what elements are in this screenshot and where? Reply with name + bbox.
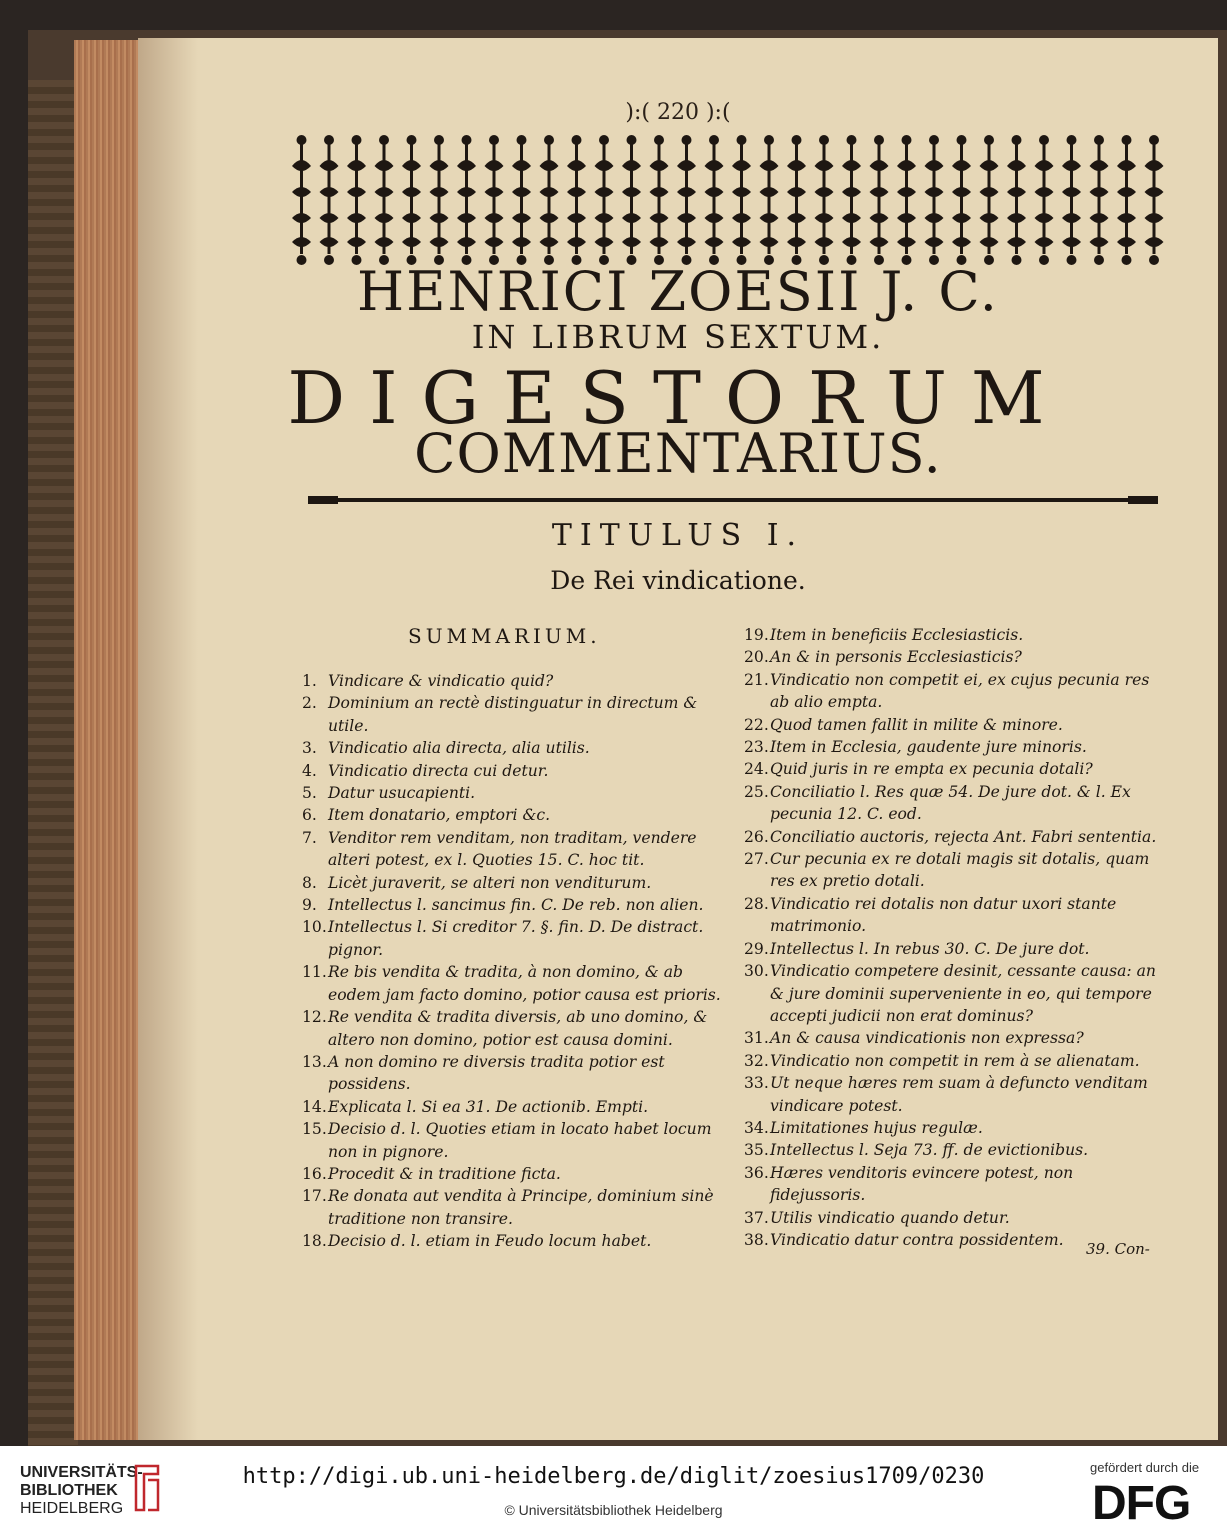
summary-item [744,714,1168,736]
summary-item-text: Licèt juraverit, se alteri non venditurum. [328,873,652,892]
summary-item-text: Intellectus l. Seja 73. ff. de evictionibus. [770,1141,1089,1160]
summary-item-text: Vindicatio competere desinit, cessante causa: an & jure dominii superveniente in eo, qui tempore accepti judicii non erat dominus? [770,962,1156,1025]
summary-item-text: Vindicatio non competit ei, ex cujus pecunia res ab alio empta. [770,670,1150,712]
summary-item [744,1162,1168,1207]
summary-item-text: Ut neque hæres rem suam à defuncto venditam vindicare potest. [770,1074,1148,1115]
summary-item-number: 33. [744,1074,769,1093]
summary-item [302,782,730,804]
summary-item [302,760,730,782]
summary-item-number: 35. [744,1141,769,1160]
summary-item [744,624,1168,646]
summary-item [744,1117,1168,1139]
summary-item-number: 18. [302,1232,327,1251]
book-page [138,38,1218,1440]
library-name-line: HEIDELBERG [20,1500,124,1517]
summary-item [302,827,730,872]
summary-item [744,736,1168,758]
page-number: ):( 220 ):( [625,100,731,125]
summary-item [302,1051,730,1096]
summary-column-left [302,670,730,1253]
summary-item-number: 14. [302,1097,327,1116]
viewer-footer [0,1446,1227,1537]
summary-item-text: Procedit & in traditione ficta. [328,1164,561,1183]
summary-item [744,758,1168,780]
summary-item-text: Vindicatio datur contra possidentem. [770,1230,1064,1249]
summary-item [302,1230,730,1252]
summary-item-number: 37. [744,1208,769,1227]
summary-item-number: 20. [744,648,769,667]
summary-item [744,1050,1168,1072]
summary-item-text: Re bis vendita & tradita, à non domino, & ab eodem jam facto domino, potior causa est prioris. [328,963,721,1004]
summary-item-text: Re vendita & tradita diversis, ab uno domino, & altero non domino, potior est causa domini. [328,1008,708,1049]
summary-item-number: 10. [302,918,327,937]
summary-item-text: Intellectus l. In rebus 30. C. De jure dot. [770,939,1090,958]
summary-item [744,893,1168,938]
summary-item-number: 17. [302,1187,327,1206]
summary-item-number: 30. [744,962,769,981]
summary-item-number: 2. [302,694,317,713]
summary-item-text: Dominium an rectè distinguatur in directum & utile. [328,694,698,735]
dfg-logo: DFG [1092,1477,1191,1530]
summary-item-number: 3. [302,739,317,758]
summary-item [302,804,730,826]
summary-item [744,1139,1168,1161]
summary-item-text: Item donatario, emptori &c. [328,806,551,825]
summary-item-text: Cur pecunia ex re dotali magis sit dotalis, quam res ex pretio dotali. [770,850,1150,891]
summary-item-text: An & in personis Ecclesiasticis? [770,648,1022,667]
summary-item [302,1006,730,1051]
library-name-line: BIBLIOTHEK [20,1482,118,1499]
summary-item [302,1118,730,1163]
summary-item-text: A non domino re diversis tradita potior est possidens. [328,1052,665,1094]
titulus-subtitle: De Rei vindicatione. [550,566,806,595]
summary-item-text: Intellectus l. sancimus fin. C. De reb. non alien. [328,896,704,915]
catchword: 39. Con- [1086,1240,1150,1258]
summary-item [744,848,1168,893]
summary-item-number: 29. [744,939,769,958]
summary-item-text: Item in Ecclesia, gaudente jure minoris. [770,738,1087,757]
summary-item-number: 21. [744,670,769,689]
summary-item [302,1185,730,1230]
summary-item [302,961,730,1006]
summary-item [302,872,730,894]
summary-item-number: 11. [302,963,327,982]
summary-item-text: Hæres venditoris evincere potest, non fidejussoris. [770,1163,1074,1205]
summary-item-text: Vindicatio rei dotalis non datur uxori stante matrimonio. [770,894,1117,936]
summary-item-number: 38. [744,1230,769,1249]
title-digestorum: DIGESTORUM [287,356,1069,440]
summary-item-text: Vindicare & vindicatio quid? [328,672,554,690]
summary-item-number: 34. [744,1118,769,1137]
summary-item-text: Conciliatio l. Res quæ 54. De jure dot. & l. Ex pecunia 12. C. eod. [770,782,1131,824]
summary-item-text: Explicata l. Si ea 31. De actionib. Empti. [328,1097,649,1116]
summary-item-text: Datur usucapienti. [328,784,476,803]
summary-item [744,646,1168,668]
decorative-rule [308,496,1158,504]
summary-item-number: 16. [302,1164,327,1183]
summary-item [744,960,1168,1027]
title-commentarius: COMMENTARIUS. [414,422,942,485]
summary-item-number: 12. [302,1008,327,1027]
summary-item [302,737,730,759]
summary-item-number: 36. [744,1163,769,1182]
summary-item-number: 32. [744,1051,769,1070]
summary-item [302,1096,730,1118]
summary-item-number: 15. [302,1120,327,1139]
page-edges [74,40,144,1440]
summary-item [744,1027,1168,1049]
summary-item-number: 9. [302,896,317,915]
summary-item-number: 5. [302,784,317,803]
summary-item-number: 19. [744,626,769,644]
summary-item-text: Quod tamen fallit in milite & minore. [770,715,1063,734]
title-liber: IN LIBRUM SEXTUM. [471,318,885,356]
summary-item-number: 13. [302,1052,327,1071]
summary-item-number: 6. [302,806,317,825]
summary-item-text: Utilis vindicatio quando detur. [770,1208,1010,1227]
summary-item-text: Limitationes hujus regulæ. [770,1118,983,1137]
library-name-line: UNIVERSITÄTS- [20,1464,143,1481]
summary-item [302,916,730,961]
summary-item-number: 31. [744,1029,769,1048]
summary-item-number: 26. [744,827,769,846]
summary-column-right [744,624,1168,1251]
copyright-notice: © Universitätsbibliothek Heidelberg [504,1502,723,1518]
summary-item [744,669,1168,714]
summary-item-number: 25. [744,782,769,801]
summary-item-text: Re donata aut vendita à Principe, dominium sinè traditione non transire. [328,1187,714,1228]
summarium-heading: SUMMARIUM. [408,624,601,648]
summary-item [302,1163,730,1185]
summary-item-text: Vindicatio non competit in rem à se alienatam. [770,1051,1140,1070]
gutter-shadow [138,38,198,1440]
summary-item [302,692,730,737]
summary-item-text: Intellectus l. Si creditor 7. §. fin. D. De distract. pignor. [328,918,704,959]
summary-item-text: Venditor rem venditam, non traditam, vendere alteri potest, ex l. Quoties 15. C. hoc tit. [328,828,697,870]
summary-item-number: 4. [302,761,317,780]
summary-item-number: 1. [302,672,317,690]
summary-item-number: 24. [744,760,769,779]
summary-item [744,826,1168,848]
summary-item-text: Item in beneficiis Ecclesiasticis. [770,626,1024,644]
fleuron-ornament-band [288,126,1168,276]
summary-item-number: 23. [744,738,769,757]
summary-item [302,670,730,692]
summary-item-text: Decisio d. l. etiam in Feudo locum habet. [328,1232,652,1251]
summary-item-text: Decisio d. l. Quoties etiam in locato habet locum non in pignore. [328,1120,712,1161]
summary-item [302,894,730,916]
summary-item-text: Vindicatio directa cui detur. [328,761,549,780]
summary-item-text: Quid juris in re empta ex pecunia dotali? [770,760,1093,779]
summary-item [744,1207,1168,1229]
summary-item-text: Conciliatio auctoris, rejecta Ant. Fabri sententia. [770,827,1157,846]
book-spine [28,80,78,1446]
titulus-heading: TITULUS I. [551,518,805,553]
summary-item-text: Vindicatio alia directa, alia utilis. [328,739,590,758]
title-author: HENRICI ZOESII J. C. [357,260,999,323]
summary-item-number: 28. [744,894,769,913]
summary-item-number: 7. [302,828,317,847]
summary-item-number: 22. [744,715,769,734]
summary-item [744,938,1168,960]
summary-item [744,1072,1168,1117]
permalink-url[interactable]: http://digi.ub.uni-heidelberg.de/diglit/zoesius1709/0230 [242,1464,985,1489]
summary-item-text: An & causa vindicationis non expressa? [770,1029,1084,1048]
summary-item-number: 27. [744,850,769,869]
funding-note: gefördert durch die [1090,1460,1200,1475]
summary-item [744,781,1168,826]
summary-item-number: 8. [302,873,317,892]
